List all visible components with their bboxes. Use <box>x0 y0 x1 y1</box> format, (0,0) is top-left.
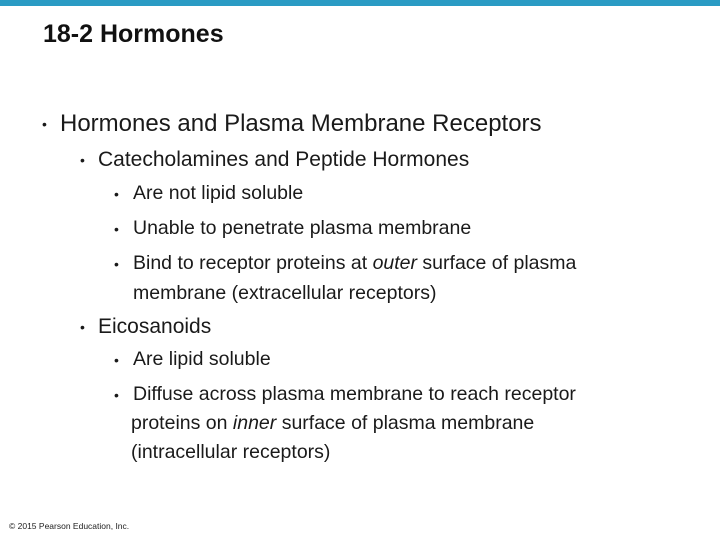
sub-bullet-catecholamines: Catecholamines and Peptide Hormones <box>98 148 470 171</box>
item-not-lipid-soluble: Are not lipid soluble <box>133 182 304 204</box>
top-accent-bar <box>0 0 720 6</box>
item-text: surface of plasma membrane <box>276 412 535 434</box>
copyright-footer: © 2015 Pearson Education, Inc. <box>9 521 130 531</box>
bullet-icon: • <box>114 387 119 403</box>
item-text: proteins on <box>131 412 233 434</box>
sub-bullet-eicosanoids: Eicosanoids <box>98 315 212 338</box>
item-lipid-soluble: Are lipid soluble <box>133 348 271 370</box>
item-bind-receptor-line2: membrane (extracellular receptors) <box>133 282 437 304</box>
item-text: surface of plasma <box>417 252 577 274</box>
emphasis-text: outer <box>372 252 418 274</box>
emphasis-text: inner <box>232 412 277 434</box>
bullet-hormones-receptors: Hormones and Plasma Membrane Receptors <box>60 110 542 137</box>
bullet-icon: • <box>80 319 85 335</box>
bullet-icon: • <box>114 256 119 272</box>
bullet-icon: • <box>114 221 119 237</box>
bullet-icon: • <box>114 352 119 368</box>
bullet-icon: • <box>42 116 47 132</box>
bullet-icon: • <box>114 186 119 202</box>
item-bind-receptor <box>133 252 576 275</box>
item-diffuse-across-line2 <box>131 412 534 435</box>
item-diffuse-across-line3: (intracellular receptors) <box>131 441 331 463</box>
item-unable-penetrate: Unable to penetrate plasma membrane <box>133 217 472 239</box>
item-text: Bind to receptor proteins at <box>133 252 373 274</box>
slide-title: 18-2 Hormones <box>43 20 224 48</box>
bullet-icon: • <box>80 152 85 168</box>
item-diffuse-across: Diffuse across plasma membrane to reach receptor <box>133 383 576 405</box>
